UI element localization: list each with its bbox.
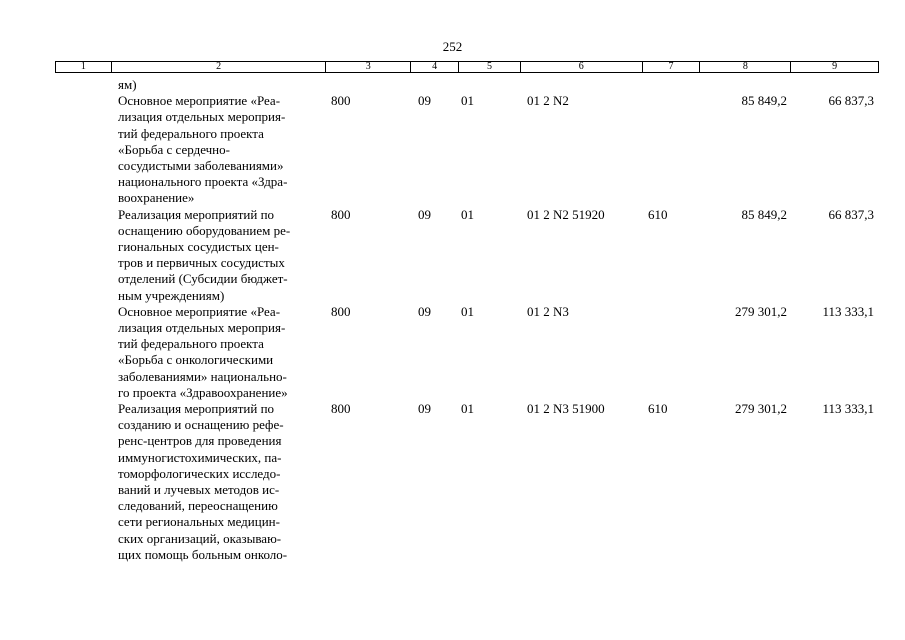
column-number-5: 5 bbox=[459, 62, 521, 72]
row-name-line: отделений (Субсидии бюджет- bbox=[118, 271, 288, 287]
row-rz: 09 bbox=[418, 401, 431, 417]
row-name-line: ских организаций, оказываю- bbox=[118, 530, 282, 546]
column-number-7: 7 bbox=[643, 62, 701, 72]
row-name-line: ным учреждениям) bbox=[118, 287, 225, 303]
column-number-4: 4 bbox=[411, 62, 459, 72]
table-row bbox=[55, 304, 879, 401]
row-ved: 800 bbox=[331, 206, 351, 222]
row-vr bbox=[643, 93, 701, 206]
column-number-9: 9 bbox=[832, 61, 838, 72]
row-name-line: Реализация мероприятий по bbox=[118, 206, 275, 222]
row-ved: 800 bbox=[331, 93, 351, 109]
row-name-line: го проекта «Здравоохранение» bbox=[118, 384, 288, 400]
row-name-line: ям) bbox=[118, 77, 137, 92]
table-body bbox=[55, 77, 879, 563]
row-vr: 610 bbox=[648, 401, 668, 417]
row-name-line: щих помощь больным онколо- bbox=[118, 546, 288, 562]
row-name-line: «Борьба с сердечно- bbox=[118, 141, 230, 157]
row-name-line: сосудистыми заболеваниями» bbox=[118, 158, 284, 174]
row-sum-1 bbox=[701, 77, 792, 93]
row-vr bbox=[643, 304, 701, 401]
row-name-line: оснащению оборудованием ре- bbox=[118, 222, 291, 238]
row-name-line: заболеваниями» национально- bbox=[118, 368, 287, 384]
row-rz: 09 bbox=[418, 206, 431, 222]
row-name-line: следований, переоснащению bbox=[118, 498, 278, 514]
page-number: 252 bbox=[442, 39, 463, 54]
table-row bbox=[55, 207, 879, 304]
row-sum-2: 113 333,1 bbox=[822, 401, 874, 417]
row-ved: 800 bbox=[331, 401, 351, 417]
row-name-line: ренс-центров для проведения bbox=[118, 433, 282, 449]
row-name-line: лизация отдельных мероприя- bbox=[118, 320, 286, 336]
column-number-6: 6 bbox=[521, 62, 643, 72]
row-name-line: Основное мероприятие «Реа- bbox=[118, 303, 281, 319]
row-sum-2 bbox=[792, 77, 879, 93]
row-csr: 01 2 N3 bbox=[527, 303, 569, 319]
row-csr: 01 2 N2 51920 bbox=[527, 206, 605, 222]
row-pr: 01 bbox=[461, 401, 474, 417]
row-rz: 09 bbox=[418, 93, 431, 109]
row-sum-1: 85 849,2 bbox=[741, 93, 787, 109]
row-csr bbox=[521, 77, 643, 93]
row-name bbox=[55, 304, 326, 401]
row-name bbox=[55, 93, 326, 206]
row-name bbox=[55, 77, 326, 93]
row-name-line: иммуногистохимических, па- bbox=[118, 449, 282, 465]
column-number-8: 8 bbox=[700, 62, 791, 72]
row-sum-2: 113 333,1 bbox=[822, 303, 874, 319]
row-name-line: тий федерального проекта bbox=[118, 125, 264, 141]
row-name-line: национального проекта «Здра- bbox=[118, 174, 288, 190]
row-rz bbox=[411, 77, 459, 93]
row-name-line: сети региональных медицин- bbox=[118, 514, 280, 530]
table-row bbox=[55, 77, 879, 93]
row-pr: 01 bbox=[461, 206, 474, 222]
row-sum-2: 66 837,3 bbox=[828, 206, 874, 222]
row-sum-2: 66 837,3 bbox=[828, 93, 874, 109]
row-name-line: гиональных сосудистых цен- bbox=[118, 239, 279, 255]
table-header bbox=[55, 61, 879, 73]
row-name-line: тий федерального проекта bbox=[118, 336, 264, 352]
row-name bbox=[55, 207, 326, 304]
row-vr: 610 bbox=[648, 206, 668, 222]
row-pr: 01 bbox=[461, 93, 474, 109]
row-csr: 01 2 N3 51900 bbox=[527, 401, 605, 417]
column-number-3: 3 bbox=[326, 62, 411, 72]
table-row bbox=[55, 93, 879, 206]
row-name-line: созданию и оснащению рефе- bbox=[118, 417, 284, 433]
row-rz: 09 bbox=[418, 303, 431, 319]
row-name-line: воохранение» bbox=[118, 190, 195, 206]
row-name-line: Основное мероприятие «Реа- bbox=[118, 93, 281, 109]
row-ved: 800 bbox=[331, 303, 351, 319]
row-pr: 01 bbox=[461, 303, 474, 319]
row-name-line: томорфологических исследо- bbox=[118, 465, 281, 481]
table-row bbox=[55, 401, 879, 563]
row-sum-1: 279 301,2 bbox=[735, 401, 787, 417]
row-name-line: «Борьба с онкологическими bbox=[118, 352, 274, 368]
column-number-2: 2 bbox=[112, 62, 326, 72]
row-csr: 01 2 N2 bbox=[527, 93, 569, 109]
row-pr bbox=[459, 77, 521, 93]
row-name-line: тров и первичных сосудистых bbox=[118, 255, 285, 271]
row-name-line: Реализация мероприятий по bbox=[118, 401, 275, 417]
row-sum-1: 279 301,2 bbox=[735, 303, 787, 319]
row-name-line: лизация отдельных мероприя- bbox=[118, 109, 286, 125]
row-sum-1: 85 849,2 bbox=[741, 206, 787, 222]
row-name-line: ваний и лучевых методов ис- bbox=[118, 482, 280, 498]
row-ved bbox=[326, 77, 411, 93]
column-number-1: 1 bbox=[56, 62, 112, 72]
row-name bbox=[55, 401, 326, 563]
row-vr bbox=[643, 77, 701, 93]
